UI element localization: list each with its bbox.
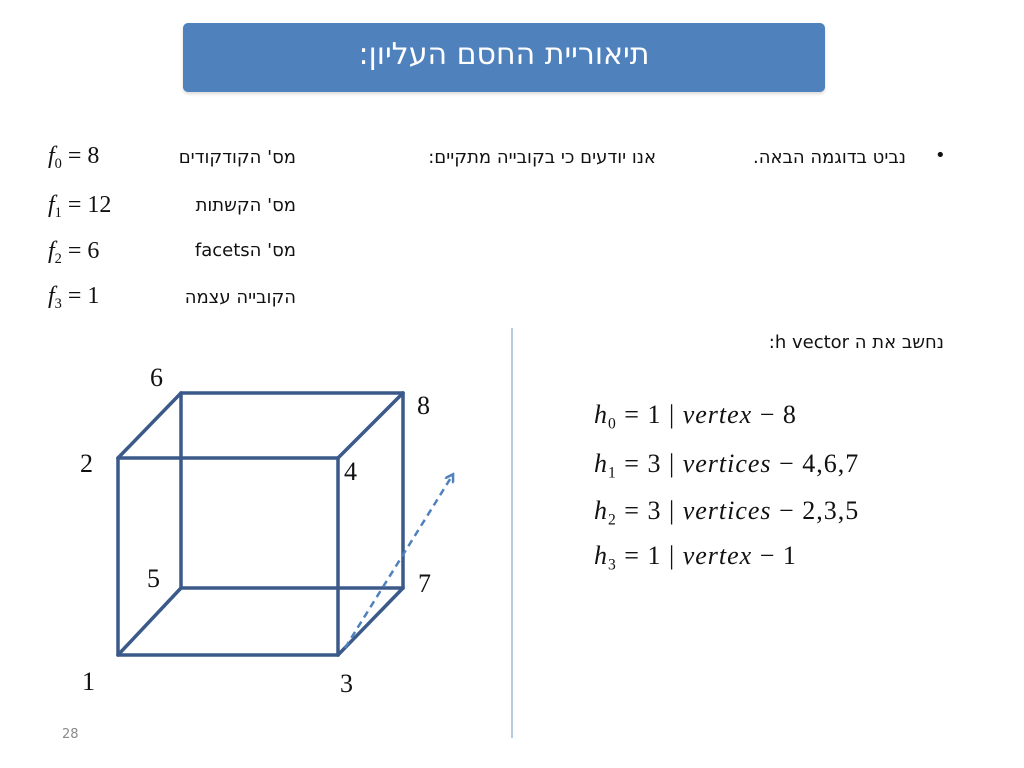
f2-label: מס' הfacets: [194, 240, 296, 261]
f1-equation: $f_1 = 12$: [48, 192, 112, 222]
vertex-label-5: 5: [147, 564, 160, 593]
h-vector-label: נחשב את ה h vector:: [768, 332, 944, 353]
vertex-label-2: 2: [80, 449, 93, 478]
cube-edge-4-8: [338, 393, 403, 458]
bullet-dot-icon: •: [935, 145, 946, 166]
cube-edge-2-6: [118, 393, 181, 458]
cube-edge-1-5: [118, 588, 181, 655]
h1-equation: $h_1 = 3$ | vertices − 4,6,7: [594, 449, 860, 482]
vertex-label-1: 1: [82, 667, 95, 696]
h3-equation: $h_3 = 1$ | vertex − 1: [594, 541, 797, 574]
intro-text-part2: אנו יודעים כי בקובייה מתקיים:: [428, 147, 656, 168]
f3-equation: $f_3 = 1$: [48, 283, 100, 313]
f2-equation: $f_2 = 6$: [48, 238, 100, 268]
f1-label: מס' הקשתות: [195, 195, 296, 216]
vertex-label-4: 4: [344, 457, 357, 486]
vertex-label-8: 8: [417, 391, 430, 420]
h0-equation: $h_0 = 1$ | vertex − 8: [594, 400, 797, 433]
vertex-label-6: 6: [150, 363, 163, 392]
f3-label: הקובייה עצמה: [184, 287, 296, 308]
f0-label: מס' הקודקודים: [178, 147, 296, 168]
page-number: 28: [62, 727, 79, 742]
f0-equation: $f_0 = 8$: [48, 143, 100, 173]
intro-text-part1: נביט בדוגמה הבאה.: [753, 147, 906, 168]
vertex-label-3: 3: [340, 669, 353, 698]
slide-title: תיאוריית החסם העליון:: [358, 37, 650, 72]
vertex-label-7: 7: [418, 569, 431, 598]
h2-equation: $h_2 = 3$ | vertices − 2,3,5: [594, 496, 860, 529]
direction-arrow: [345, 476, 452, 648]
